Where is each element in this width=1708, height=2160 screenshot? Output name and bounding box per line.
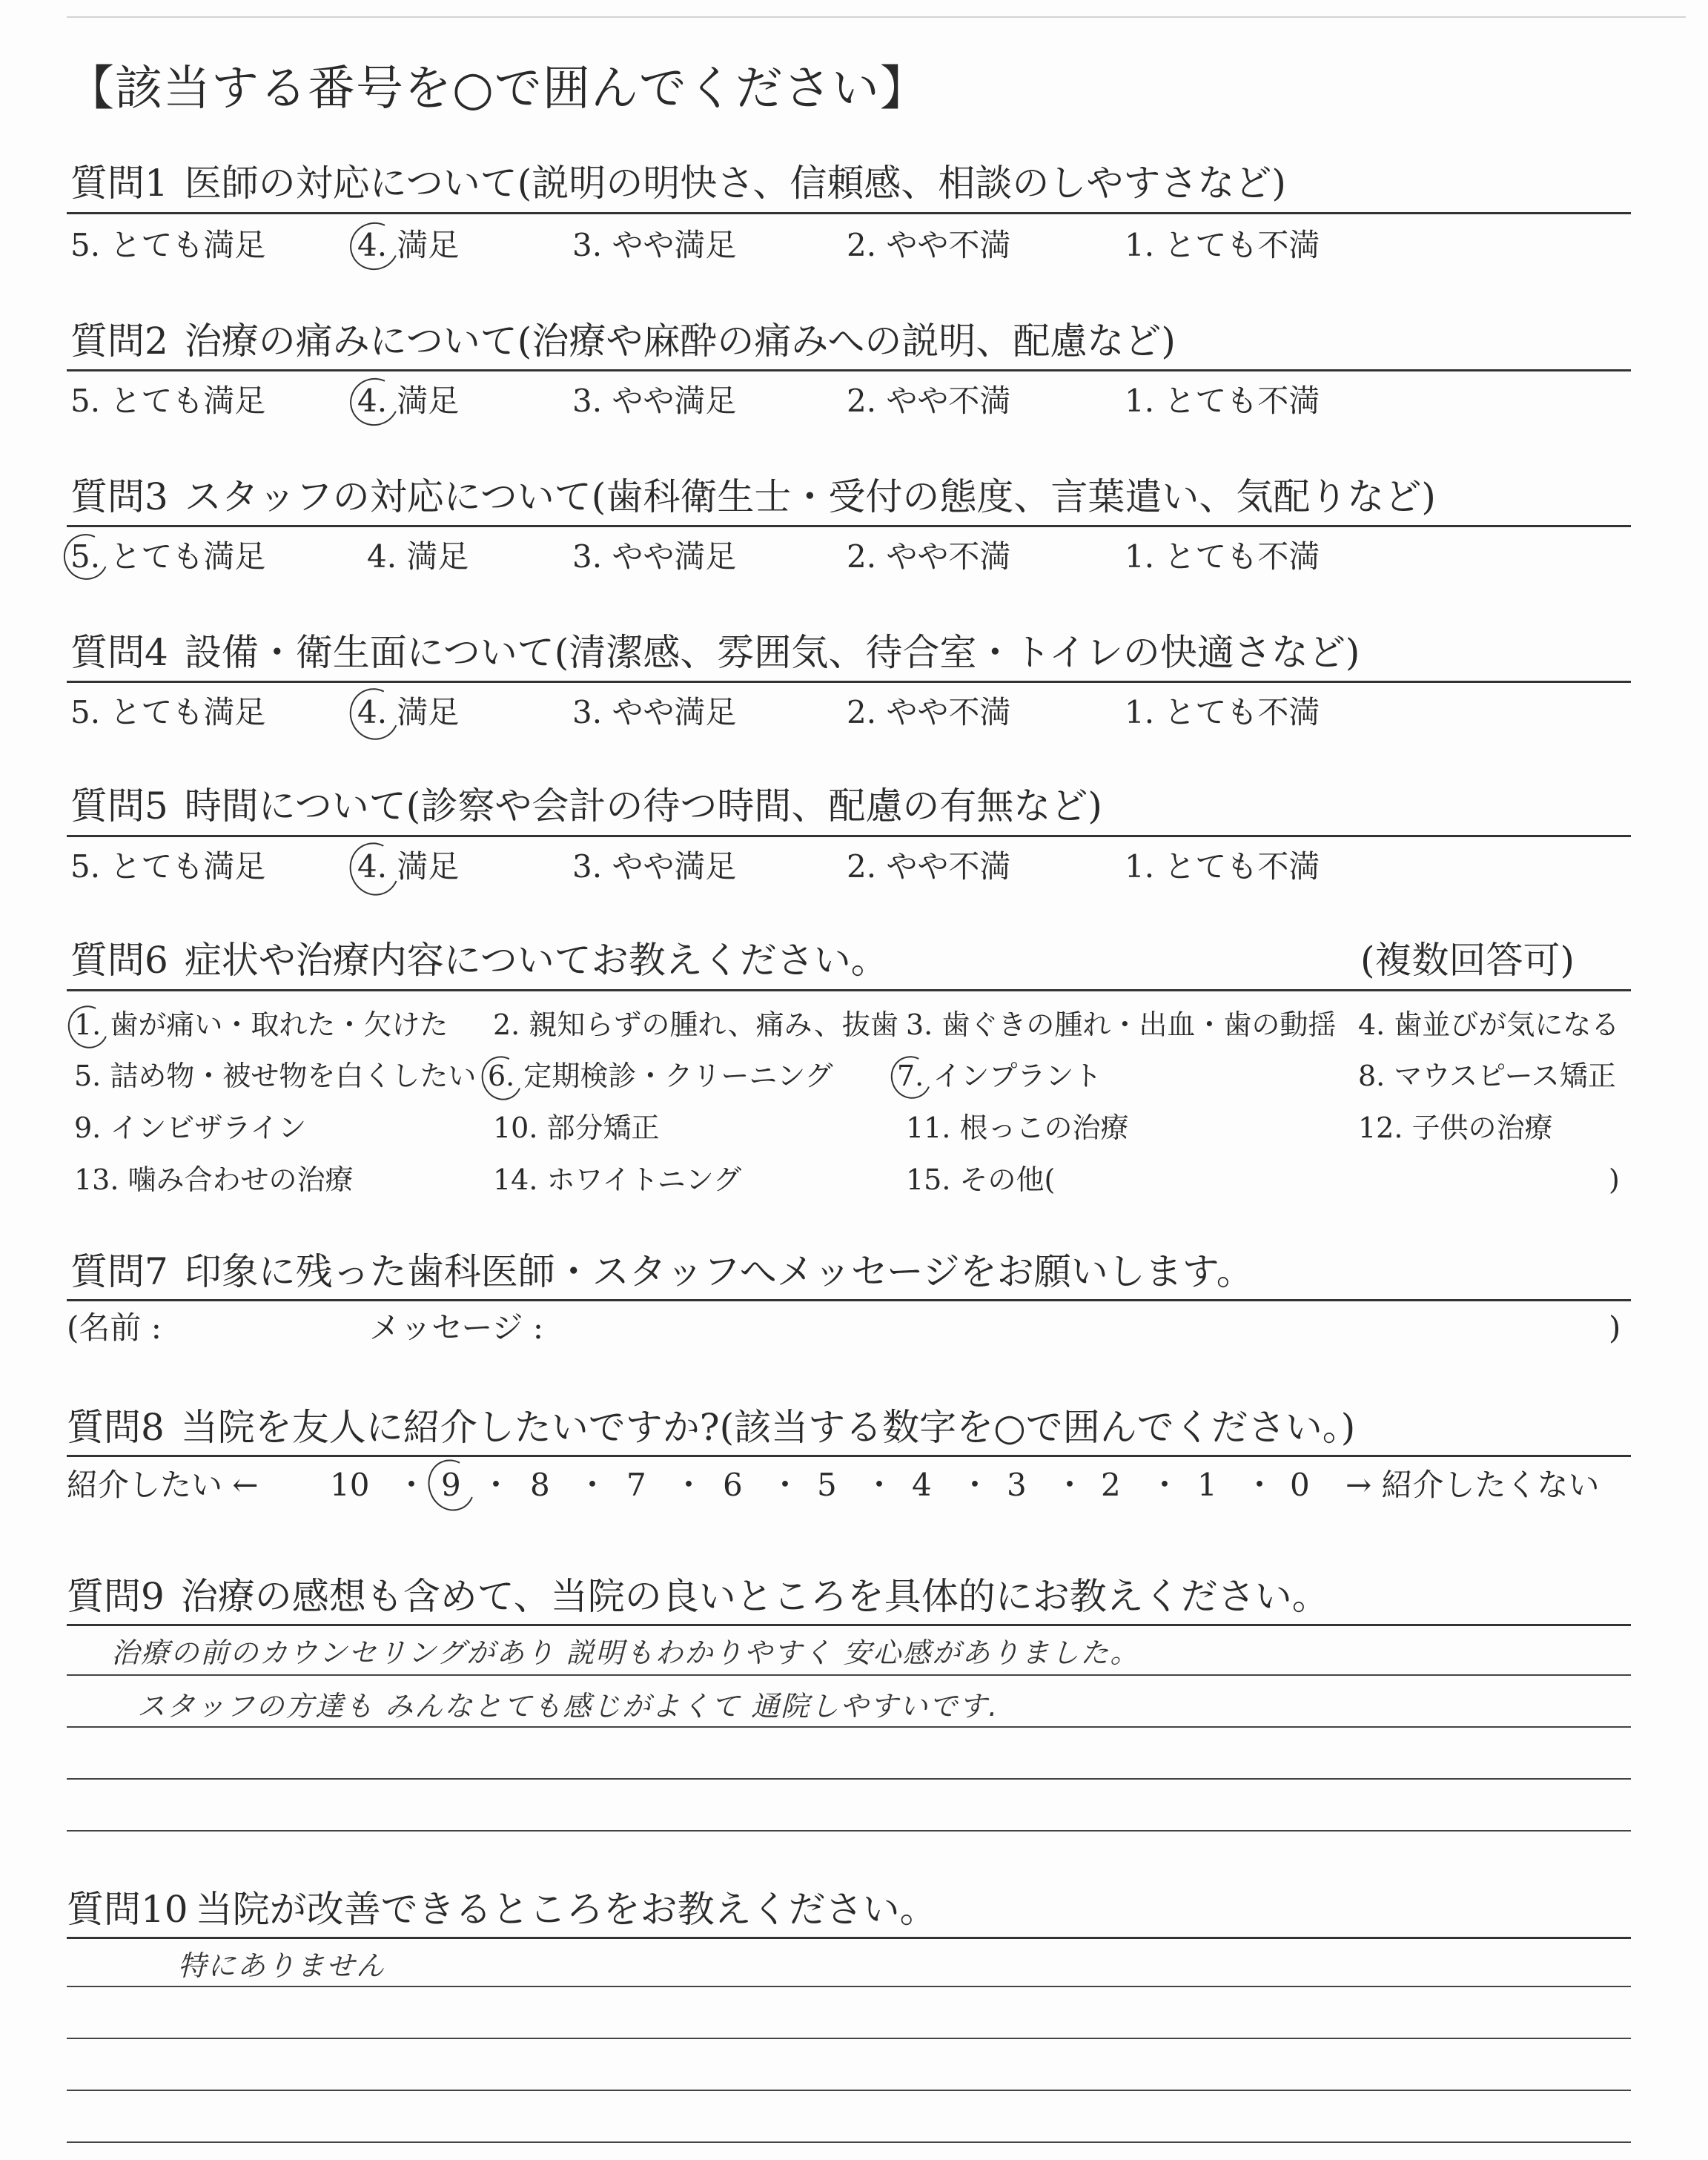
question-8-header	[67, 1406, 1356, 1449]
q8-scale-3[interactable]: 3	[1007, 1467, 1027, 1503]
answer-line	[67, 1726, 1631, 1728]
question-6-header	[70, 939, 888, 982]
question-7-number: 質問7	[70, 1250, 168, 1293]
question-9-header	[67, 1575, 1329, 1618]
q2-option-5[interactable]: 5. とても満足	[70, 383, 266, 419]
q3-option-3[interactable]: 3. やや満足	[572, 538, 737, 575]
q7-name-label: (名前 :	[67, 1309, 162, 1346]
q3-option-4[interactable]: 4. 満足	[367, 538, 469, 575]
q6-option-15-close: )	[1609, 1163, 1620, 1196]
answer-line	[67, 2090, 1631, 2091]
q8-scale-4[interactable]: 4	[912, 1467, 932, 1503]
answer-line	[67, 2141, 1631, 2143]
question-9-rule	[67, 1624, 1631, 1626]
q5-option-4[interactable]: 4. 満足	[357, 848, 460, 885]
q6-option-8[interactable]: 8. マウスピース矯正	[1358, 1060, 1616, 1092]
question-10-rule	[67, 1937, 1631, 1939]
question-8-number: 質問8	[67, 1406, 165, 1449]
q6-selection-circle-6	[475, 1051, 528, 1106]
q8-scale-0[interactable]: 0	[1290, 1467, 1310, 1503]
answer-line	[67, 1674, 1631, 1676]
q1-option-3[interactable]: 3. やや満足	[572, 227, 737, 263]
q8-right-label: → 紹介したくない	[1345, 1467, 1600, 1503]
q6-option-3[interactable]: 3. 歯ぐきの腫れ・出血・歯の動揺	[906, 1008, 1337, 1041]
q6-option-14[interactable]: 14. ホワイトニング	[493, 1163, 742, 1196]
q6-option-11[interactable]: 11. 根っこの治療	[906, 1112, 1129, 1144]
q8-scale-6[interactable]: 6	[723, 1467, 743, 1503]
q2-option-4[interactable]: 4. 満足	[357, 383, 460, 419]
question-4-number: 質問4	[70, 631, 168, 674]
q6-option-2[interactable]: 2. 親知らずの腫れ、痛み、抜歯	[493, 1008, 898, 1041]
q1-selection-circle	[343, 216, 406, 277]
q6-option-10[interactable]: 10. 部分矯正	[493, 1112, 660, 1144]
answer-line	[67, 1778, 1631, 1780]
question-6-text: 症状や治療内容についてお教えください。	[184, 939, 888, 982]
q4-option-4[interactable]: 4. 満足	[357, 694, 460, 730]
q8-scale-separator: ・	[480, 1467, 512, 1503]
q8-scale-separator: ・	[1149, 1467, 1181, 1503]
q8-scale-separator: ・	[864, 1467, 896, 1503]
page-title: 【該当する番号を○で囲んでください】	[67, 62, 928, 116]
question-7-rule	[67, 1299, 1631, 1301]
answer-line	[67, 2038, 1631, 2039]
q6-option-4[interactable]: 4. 歯並びが気になる	[1358, 1008, 1620, 1041]
q7-message-label: メッセージ :	[369, 1309, 543, 1346]
question-6-rule	[67, 989, 1631, 991]
q3-option-2[interactable]: 2. やや不満	[847, 538, 1011, 575]
top-edge-line	[67, 16, 1686, 18]
q10-answer-line-1: 特にありません	[178, 1949, 386, 1982]
q8-scale-2[interactable]: 2	[1101, 1467, 1121, 1503]
question-8-text: 当院を友人に紹介したいですか?(該当する数字を○で囲んでください。)	[180, 1406, 1356, 1449]
question-5-rule	[67, 835, 1631, 837]
q8-scale-1[interactable]: 1	[1197, 1467, 1217, 1503]
q6-option-7[interactable]: 7. インプラント	[897, 1060, 1102, 1092]
q4-option-3[interactable]: 3. やや満足	[572, 694, 737, 730]
q4-option-5[interactable]: 5. とても満足	[70, 694, 266, 730]
q4-option-2[interactable]: 2. やや不満	[847, 694, 1011, 730]
question-10-number: 質問10	[67, 1888, 188, 1931]
q6-option-9[interactable]: 9. インビザライン	[74, 1112, 307, 1144]
q6-option-15[interactable]: 15. その他(	[906, 1163, 1056, 1196]
answer-line	[67, 1986, 1631, 1987]
q8-scale-separator: ・	[673, 1467, 705, 1503]
q3-selection-circle	[57, 528, 115, 587]
question-9-text: 治療の感想も含めて、当院の良いところを具体的にお教えください。	[180, 1575, 1329, 1618]
q8-selection-circle	[421, 1453, 482, 1518]
q8-scale-separator: ・	[396, 1467, 428, 1503]
question-9-number: 質問9	[67, 1575, 165, 1618]
question-2-rule	[67, 369, 1631, 371]
q5-selection-circle	[342, 836, 407, 902]
question-4-rule	[67, 681, 1631, 683]
q8-scale-5[interactable]: 5	[817, 1467, 837, 1503]
q6-option-1[interactable]: 1. 歯が痛い・取れた・欠けた	[74, 1008, 448, 1041]
q8-scale-9[interactable]: 9	[441, 1467, 461, 1503]
q1-option-2[interactable]: 2. やや不満	[847, 227, 1011, 263]
q4-selection-circle	[342, 681, 406, 747]
question-4-text: 設備・衛生面について(清潔感、雰囲気、待合室・トイレの快適さなど)	[184, 631, 1360, 674]
question-7-text: 印象に残った歯科医師・スタッフへメッセージをお願いします。	[184, 1250, 1254, 1293]
q6-option-13[interactable]: 13. 噛み合わせの治療	[74, 1163, 354, 1196]
question-7-header	[70, 1250, 1254, 1293]
q8-scale-10[interactable]: 10	[330, 1467, 370, 1503]
q4-option-1[interactable]: 1. とても不満	[1125, 694, 1320, 730]
question-3-text: スタッフの対応について(歯科衛生士・受付の態度、言葉遣い、気配りなど)	[184, 475, 1436, 518]
q1-option-1[interactable]: 1. とても不満	[1125, 227, 1320, 263]
q5-option-3[interactable]: 3. やや満足	[572, 848, 737, 885]
question-8-rule	[67, 1455, 1631, 1457]
q1-option-5[interactable]: 5. とても満足	[70, 227, 266, 263]
question-3-number: 質問3	[70, 475, 168, 518]
q8-left-label: 紹介したい ←	[67, 1467, 259, 1503]
q2-selection-circle	[343, 371, 406, 433]
q5-option-2[interactable]: 2. やや不満	[847, 848, 1011, 885]
question-1-rule	[67, 212, 1631, 214]
question-5-number: 質問5	[70, 785, 168, 828]
q6-option-12[interactable]: 12. 子供の治療	[1358, 1112, 1553, 1144]
question-2-text: 治療の痛みについて(治療や麻酔の痛みへの説明、配慮など)	[184, 320, 1176, 363]
q2-option-1[interactable]: 1. とても不満	[1125, 383, 1320, 419]
q1-option-4[interactable]: 4. 満足	[357, 227, 460, 263]
question-6-number: 質問6	[70, 939, 168, 982]
q8-scale-separator: ・	[959, 1467, 991, 1503]
q5-option-1[interactable]: 1. とても不満	[1125, 848, 1320, 885]
q9-answer-line-2: スタッフの方達も みんなとても感じがよくて 通院しやすいです.	[137, 1690, 999, 1723]
question-3-header	[70, 475, 1436, 518]
question-2-header	[70, 320, 1176, 363]
q3-option-5[interactable]: 5. とても満足	[70, 538, 266, 575]
q5-option-5[interactable]: 5. とても満足	[70, 848, 266, 885]
q9-answer-line-1: 治療の前のカウンセリングがあり 説明もわかりやすく 安心感がありました。	[111, 1636, 1140, 1669]
q2-option-3[interactable]: 3. やや満足	[572, 383, 737, 419]
q6-option-5[interactable]: 5. 詰め物・被せ物を白くしたい	[74, 1060, 477, 1092]
question-10-header	[67, 1888, 937, 1931]
q8-scale-separator: ・	[577, 1467, 609, 1503]
question-10-text: 当院が改善できるところをお教えください。	[195, 1888, 937, 1931]
q8-scale-separator: ・	[1054, 1467, 1086, 1503]
question-5-text: 時間について(診察や会計の待つ時間、配慮の有無など)	[184, 785, 1102, 828]
q8-scale-separator: ・	[769, 1467, 801, 1503]
question-1-header	[70, 162, 1286, 205]
q6-option-6[interactable]: 6. 定期検診・クリーニング	[488, 1060, 833, 1092]
question-5-header	[70, 785, 1102, 828]
question-1-text: 医師の対応について(説明の明快さ、信頼感、相談のしやすさなど)	[184, 162, 1286, 205]
q7-close-paren: )	[1609, 1309, 1621, 1346]
q8-scale-7[interactable]: 7	[626, 1467, 646, 1503]
q6-selection-circle-7	[885, 1051, 938, 1105]
question-1-number: 質問1	[70, 162, 168, 205]
q8-scale-separator: ・	[1244, 1467, 1276, 1503]
question-4-header	[70, 631, 1360, 674]
q2-option-2[interactable]: 2. やや不満	[847, 383, 1011, 419]
question-2-number: 質問2	[70, 320, 168, 363]
q8-scale-8[interactable]: 8	[530, 1467, 550, 1503]
question-3-rule	[67, 525, 1631, 527]
question-6-note: (複数回答可)	[1360, 939, 1575, 982]
answer-line	[67, 1830, 1631, 1832]
q3-option-1[interactable]: 1. とても不満	[1125, 538, 1320, 575]
